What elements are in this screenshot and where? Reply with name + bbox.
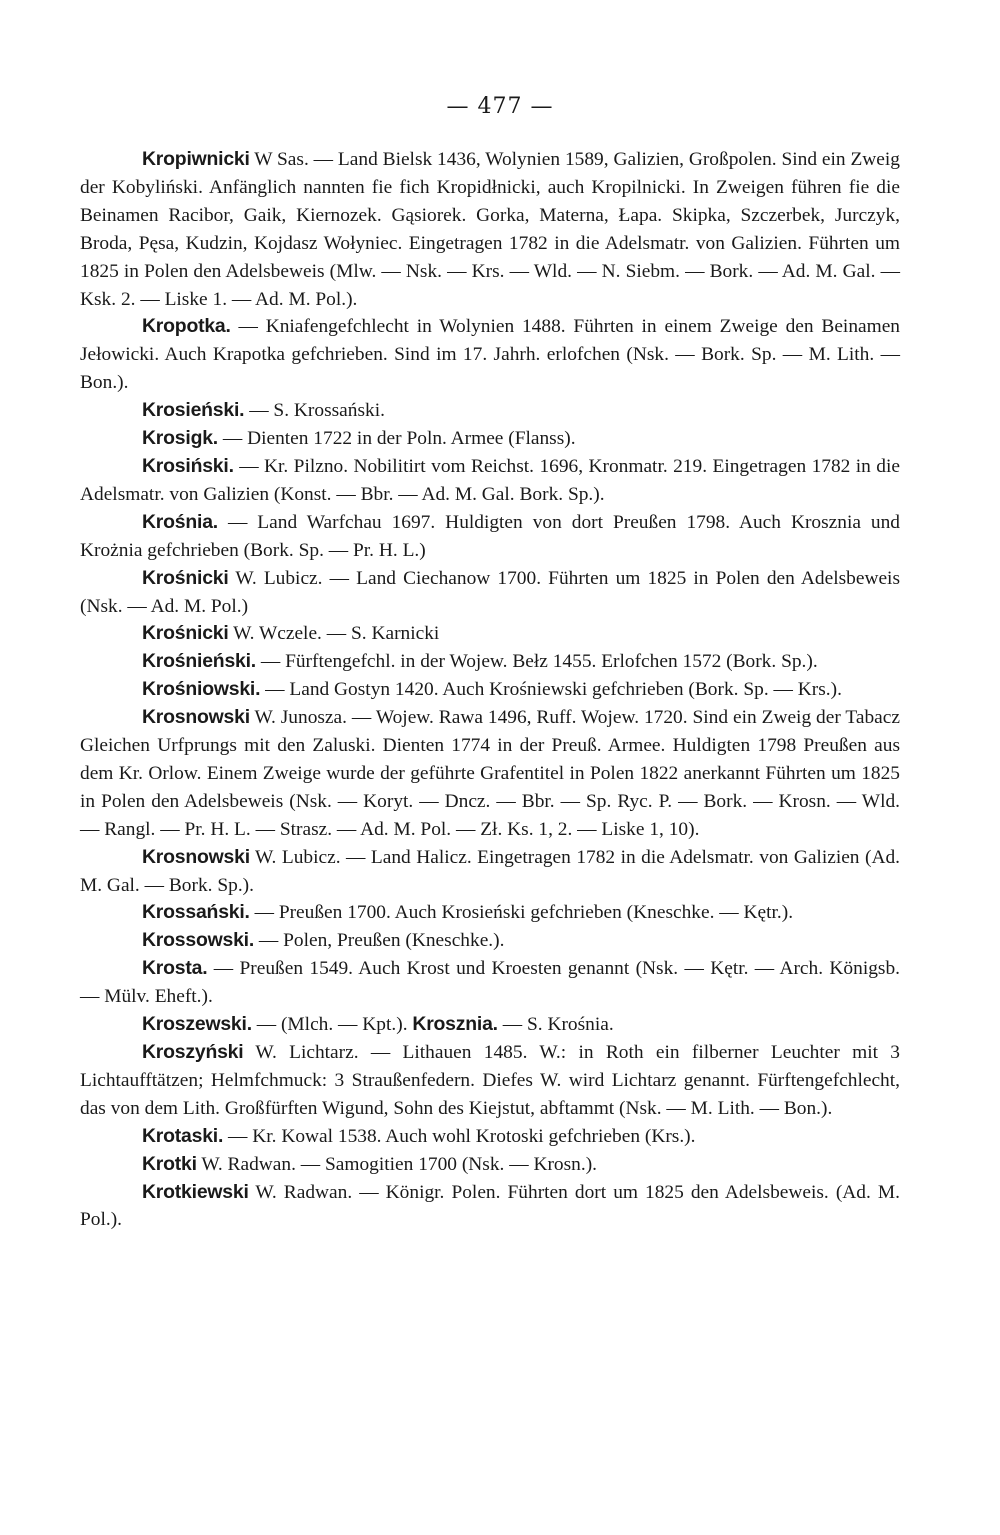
entry-krosniowski xyxy=(80,676,900,704)
entry-text: W. Wczele. — S. Karnicki xyxy=(228,623,440,645)
entry-krosta xyxy=(80,955,900,1011)
entry-text: — Fürftengefchl. in der Wojew. Bełz 1455. Erlofchen 1572 (Bork. Sp.). xyxy=(255,651,818,673)
entry-krosnicki-lubicz xyxy=(80,565,900,621)
entry-text: W. Lubicz. — Land Ciechanow 1700. Führten um 1825 in Polen den Adelsbeweis (Nsk. — Ad. M. Pol.) xyxy=(80,567,900,617)
entry-krosigk xyxy=(80,425,900,453)
entry-text: — Kr. Kowal 1538. Auch wohl Krotoski gefchrieben (Krs.). xyxy=(223,1125,696,1147)
entry-name: Krośnicki xyxy=(142,566,229,589)
entry-name: Krotkiewski xyxy=(142,1180,249,1203)
entry-text: W. Radwan. — Samogitien 1700 (Nsk. — Krosn.). xyxy=(196,1153,598,1175)
entry-name: Krosigk. xyxy=(142,427,218,450)
entry-name: Krotki xyxy=(142,1152,197,1175)
entry-name: Krotaski. xyxy=(142,1124,224,1147)
entry-text: W. Radwan. — Königr. Polen. Führten dort um 1825 den Adelsbeweis. (Ad. M. Pol.). xyxy=(80,1181,900,1231)
entry-text: — Preußen 1700. Auch Krosieński gefchrieben (Kneschke. — Kętr.). xyxy=(249,902,794,924)
entry-name: Krosnowski xyxy=(142,845,250,868)
entry-krossowski xyxy=(80,927,900,955)
entry-krosinski xyxy=(80,453,900,509)
entry-kroszewski xyxy=(80,1011,900,1039)
entry-krotaski xyxy=(80,1123,900,1151)
entry-krosnicki-wczele xyxy=(80,620,900,648)
entry-kropotka xyxy=(80,313,900,397)
entry-text: — Land Gostyn 1420. Auch Krośniewski gefchrieben (Bork. Sp. — Krs.). xyxy=(260,679,842,701)
entry-krosnienski xyxy=(80,648,900,676)
page-body xyxy=(80,146,900,1234)
entry-text: — Kr. Pilzno. Nobilitirt vom Reichst. 1696, Kronmatr. 219. Eingetragen 1782 in die Adelsmatr. von Galizien (Konst. — Bbr. — Ad. M. Gal. Bork. Sp.). xyxy=(80,455,900,505)
entry-krotki xyxy=(80,1151,900,1179)
page-number: — 477 — xyxy=(446,94,554,119)
entry-text: — S. Krossański. xyxy=(244,400,385,422)
entry-name: Krossański. xyxy=(142,901,250,924)
entry-krotkiewski xyxy=(80,1179,900,1235)
entry-text: — Preußen 1549. Auch Krost und Kroesten genannt (Nsk. — Kętr. — Arch. Königsb. — Mülv. Eheft.). xyxy=(80,958,900,1008)
entry-name: Krośnicki xyxy=(142,622,229,645)
entry-text: — Kniafengefchlecht in Wolynien 1488. Führten in einem Zweige den Beinamen Jełowicki. Auch Krapotka gefchrieben. Sind im 17. Jahrh. erlofchen (Nsk. — Bork. Sp. — M. Lith. — Bon.). xyxy=(80,316,900,394)
entry-text: — Dienten 1722 in der Poln. Armee (Flanss). xyxy=(217,428,576,450)
entry-text: — (Mlch. — Kpt.). xyxy=(251,1014,413,1036)
entry-name: Krosta. xyxy=(142,957,208,980)
entry-name: Kroszyński xyxy=(142,1041,244,1063)
entry-name: Kroszewski. xyxy=(142,1013,252,1036)
entry-name: Krosnowski xyxy=(142,706,250,729)
entry-name: Krośnia. xyxy=(142,510,218,533)
entry-name: Kropiwnicki xyxy=(142,148,250,170)
entry-krossanski xyxy=(80,899,900,927)
entry-krosienski xyxy=(80,397,900,425)
entry-text: — Polen, Preußen (Kneschke.). xyxy=(254,930,505,952)
entry-krosnia xyxy=(80,509,900,565)
entry-name: Krossowski. xyxy=(142,929,255,952)
entry-name: Krośnieński. xyxy=(142,650,256,673)
entry-name: Kropotka. xyxy=(142,315,231,338)
entry-text: W Sas. — Land Bielsk 1436, Wolynien 1589, Galizien, Großpolen. Sind ein Zweig der Kobyliński. Anfänglich nannten fie fich Kropidłnicki, auch Kropilnicki. In Zweigen führen fie die Beinamen Racibor, Gaik, Kiernozek. Gąsiorek. Gorka, Materna, Łapa. Skipka, Szczerbek, Jurczyk, Broda, Pęsa, Kudzin, Kojdasz Wołyniec. Eingetragen 1782 in die Adelsmatr. von Galizien. Führten um 1825 in Polen den Adelsbeweis (Mlw. — Nsk. — Krs. — Wld. — N. Siebm. — Bork. — Ad. M. Gal. — Ksk. 2. — Liske 1. — Ad. M. Pol.). xyxy=(80,149,900,310)
entry-name: Krosiński. xyxy=(142,454,234,477)
entry-text: W. Junosza. — Wojew. Rawa 1496, Ruff. Wojew. 1720. Sind ein Zweig der Tabacz Gleichen Urfprungs mit den Zaluski. Dienten 1774 in der Preuß. Armee. Huldigten 1798 Preußen aus dem Kr. Orlow. Einem Zweige wurde der geführte Grafentitel in Polen 1822 anerkannt Führten um 1825 in Polen den Adelsbeweis (Nsk. — Koryt. — Dncz. — Bbr. — Sp. Ryc. P. — Bork. — Krosn. — Wld. — Rangl. — Pr. H. L. — Strasz. — Ad. M. Pol. — Zł. Ks. 1, 2. — Liske 1, 10). xyxy=(80,707,900,840)
entry-kropiwnicki xyxy=(80,146,900,313)
entry-krosnowski-junosza xyxy=(80,704,900,844)
entry-text-krosznia: — S. Krośnia. xyxy=(497,1014,614,1036)
entry-kroszynski xyxy=(80,1039,900,1123)
entry-krosnowski-lubicz xyxy=(80,844,900,900)
entry-text: — Land Warfchau 1697. Huldigten von dort Preußen 1798. Auch Krosznia und Krożnia gefchrieben (Bork. Sp. — Pr. H. L.) xyxy=(80,511,900,561)
entry-text: W. Lichtarz. — Lithauen 1485. W.: in Roth ein filberner Leuchter mit 3 Lichtaufftätzen; Helmfchmuck: 3 Straußenfedern. Diefes W. wird Lichtarz genannt. Fürftengefchlecht, das von dem Lith. Großfürften Wigund, Sohn des Kiejstut, abftammt (Nsk. — M. Lith. — Bon.). xyxy=(80,1042,900,1119)
entry-text: W. Lubicz. — Land Halicz. Eingetragen 1782 in die Adelsmatr. von Galizien (Ad. M. Gal. — Bork. Sp.). xyxy=(80,846,900,896)
entry-name: Krośniowski. xyxy=(142,678,261,701)
entry-name-krosznia: Krosznia. xyxy=(412,1013,498,1036)
entry-name: Krosieński. xyxy=(142,399,245,422)
